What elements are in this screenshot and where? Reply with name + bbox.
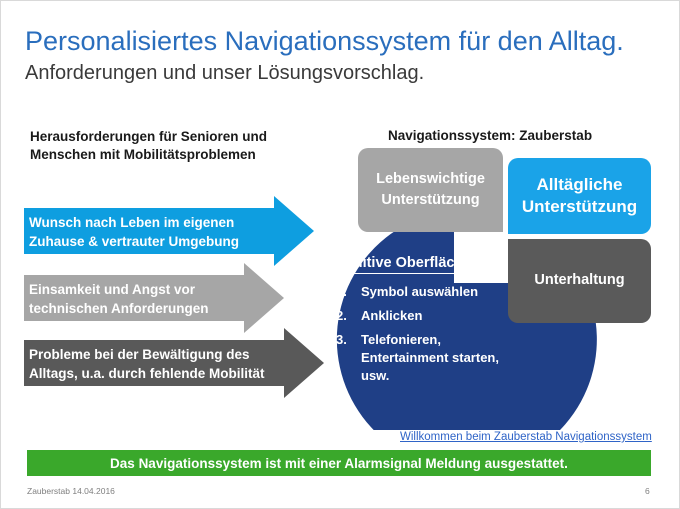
step-text-line1: Telefonieren,: [361, 332, 441, 347]
step-number: 1.: [336, 284, 347, 299]
tile-label: Unterhaltung: [534, 272, 625, 288]
challenge-arrow-loneliness: [24, 263, 284, 333]
step-number: 2.: [336, 308, 347, 323]
page-number: 6: [645, 486, 650, 496]
arrow-label-line2: Zuhause & vertrauter Umgebung: [29, 234, 240, 249]
step-item: [336, 307, 499, 325]
challenges-heading-line2: Menschen mit Mobilitätsproblemen: [30, 147, 256, 162]
arrow-label-line1: Probleme bei der Bewältigung des: [29, 347, 250, 362]
step-text-line3: usw.: [361, 368, 390, 383]
welcome-link[interactable]: Willkommen beim Zauberstab Navigationssystem: [400, 431, 652, 443]
challenges-heading: [30, 128, 320, 164]
step-item: [336, 283, 499, 301]
tile-label-line1: Lebenswichtige: [376, 171, 485, 187]
tile-alltaegliche-unterstuetzung[interactable]: [508, 158, 651, 234]
arrow-label: [29, 280, 209, 318]
step-text-line2: Entertainment starten,: [361, 350, 499, 365]
arrow-label-line1: Wunsch nach Leben im eigenen: [29, 215, 235, 230]
tile-unterhaltung[interactable]: [508, 239, 651, 323]
tile-lebenswichtige-unterstuetzung[interactable]: [358, 148, 503, 232]
challenge-arrow-mobility: [24, 328, 324, 398]
slide-subtitle: Anforderungen und unser Lösungsvorschlag.: [25, 62, 425, 84]
step-text: Anklicken: [361, 308, 423, 323]
tile-label-line1: Alltägliche: [536, 175, 623, 194]
interface-title: Intuitive Oberfläche: [336, 255, 471, 274]
tile-label-line2: Unterstützung: [381, 192, 480, 208]
step-item: [336, 331, 499, 385]
step-number: 3.: [336, 332, 347, 347]
solution-heading: Navigationssystem: Zauberstab: [388, 128, 593, 143]
arrow-label-line2: technischen Anforderungen: [29, 301, 209, 316]
alarm-banner: Das Navigationssystem ist mit einer Alarmsignal Meldung ausgestattet.: [27, 450, 651, 476]
tile-label-line2: Unterstützung: [521, 197, 638, 216]
challenges-heading-line1: Herausforderungen für Senioren und: [30, 129, 268, 144]
footer-date: Zauberstab 14.04.2016: [27, 486, 115, 496]
arrow-label: [29, 213, 239, 251]
arrow-label-line1: Einsamkeit und Angst vor: [29, 282, 196, 297]
arrow-label: [29, 345, 265, 383]
step-text: Symbol auswählen: [361, 284, 479, 299]
step-text: [361, 331, 499, 385]
interface-steps: [336, 283, 499, 391]
arrow-label-line2: Alltags, u.a. durch fehlende Mobilität: [29, 366, 265, 381]
challenge-arrow-home: [24, 196, 314, 266]
slide-title: Personalisiertes Navigationssystem für den Alltag.: [25, 26, 624, 56]
